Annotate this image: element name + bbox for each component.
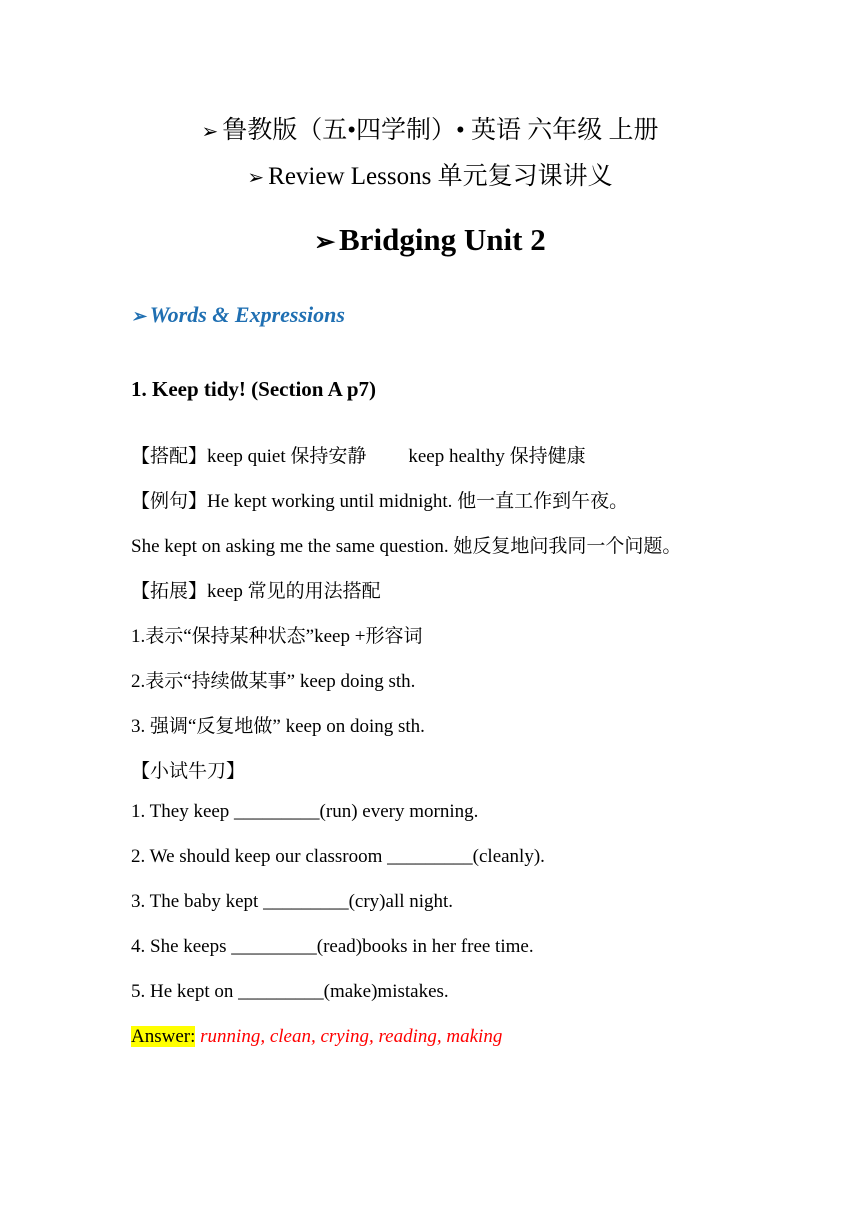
header-line-1	[0, 110, 860, 146]
arrow-bullet-icon: ➢	[201, 121, 219, 143]
extension-rule-3: 3. 强调“反复地做” keep on doing sth.	[131, 716, 425, 737]
practice-tag: 【小试牛刀】	[131, 761, 246, 782]
extension-line	[131, 576, 381, 603]
page-title-text: Bridging Unit 2	[339, 222, 546, 257]
collocation-tag: 【搭配】	[131, 446, 208, 467]
example-sentence-1: He kept working until midnight. 他一直工作到午夜。	[207, 491, 629, 512]
example-tag: 【例句】	[131, 491, 208, 512]
header-line-1-text: 鲁教版（五•四学制）• 英语 六年级 上册	[222, 117, 659, 144]
section-heading-text: Words & Expressions	[149, 302, 345, 327]
collocation-item-2: keep healthy 保持健康	[408, 446, 586, 467]
arrow-bullet-icon: ➢	[131, 306, 146, 326]
answer-line	[131, 1026, 502, 1048]
answer-text: running, clean, crying, reading, making	[200, 1026, 503, 1047]
practice-question-5: 5. He kept on _________(make)mistakes.	[131, 981, 449, 1002]
example-line-1	[131, 486, 628, 513]
section-heading	[131, 302, 345, 328]
practice-question-3: 3. The baby kept _________(cry)all night.	[131, 891, 454, 912]
collocation-item-1: keep quiet 保持安静	[207, 446, 367, 467]
extension-rule-2: 2.表示“持续做某事” keep doing sth.	[131, 671, 416, 692]
extension-tag: 【拓展】	[131, 581, 208, 602]
practice-question-1: 1. They keep _________(run) every morning.	[131, 801, 479, 822]
header-line-2	[0, 156, 860, 192]
arrow-bullet-icon: ➢	[314, 229, 336, 256]
point-title: 1. Keep tidy! (Section A p7)	[131, 377, 376, 401]
arrow-bullet-icon: ➢	[247, 167, 265, 189]
page-title	[0, 222, 860, 258]
header-line-2-text: Review Lessons 单元复习课讲义	[268, 163, 613, 190]
extension-intro: keep 常见的用法搭配	[207, 581, 381, 602]
collocation-line	[131, 441, 586, 468]
example-sentence-2: She kept on asking me the same question. 她反复地问我同一个问题。	[131, 536, 682, 557]
answer-label: Answer:	[131, 1026, 196, 1047]
extension-rule-1: 1.表示“保持某种状态”keep +形容词	[131, 626, 423, 647]
practice-question-4: 4. She keeps _________(read)books in her free time.	[131, 936, 534, 957]
practice-question-2: 2. We should keep our classroom _________(cleanly).	[131, 846, 545, 867]
